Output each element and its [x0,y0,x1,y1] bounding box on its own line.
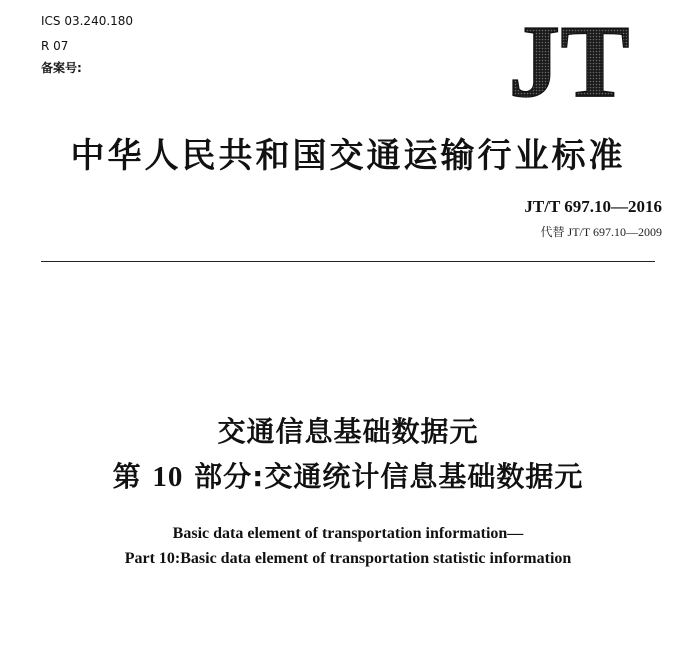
part-prefix: 第 [112,460,142,493]
chinese-title-line-1: 交通信息基础数据元 [217,415,479,448]
filing-number-label: 备案号: [41,61,82,75]
header-divider [41,261,655,262]
jt-logo [493,14,645,100]
standard-code: JT/T 697.10—2016 [524,197,662,216]
standard-category-title: 中华人民共和国交通运输行业标准 [70,136,626,176]
part-suffix: 部分:交通统计信息基础数据元 [194,460,584,493]
english-title-line-1: Basic data element of transportation information— [172,525,524,542]
chinese-title-line-2 [0,455,696,495]
replaces-standard: 代替 JT/T 697.10—2009 [540,225,662,239]
part-number: 10 [152,461,184,493]
english-title-line-2: Part 10:Basic data element of transportation statistic information [124,550,572,567]
ics-code: ICS 03.240.180 [41,14,134,28]
classification-code: R 07 [41,39,69,53]
logo-text: JT [508,14,630,100]
